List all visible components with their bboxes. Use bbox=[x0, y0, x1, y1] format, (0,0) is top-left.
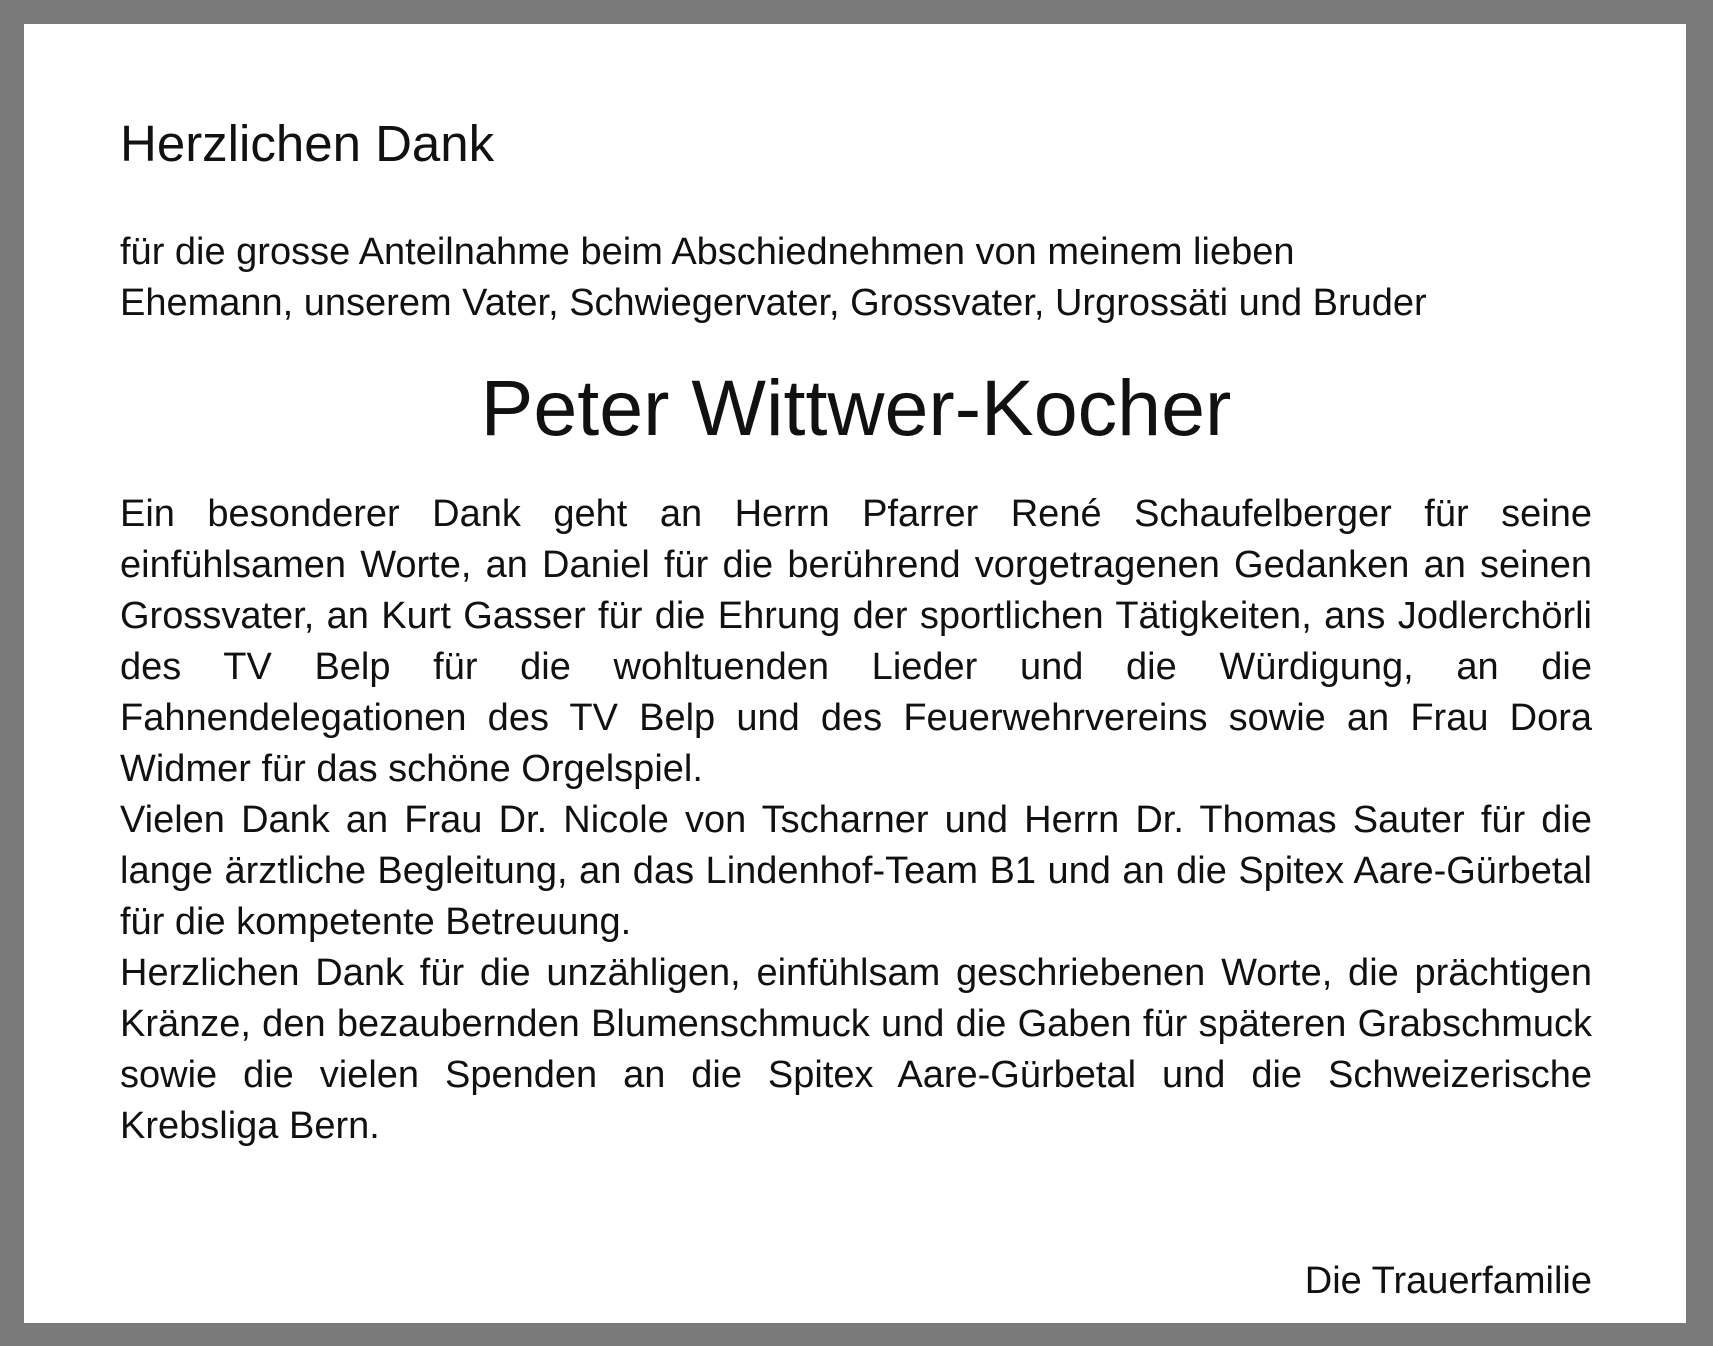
deceased-name: Peter Wittwer-Kocher bbox=[480, 363, 1232, 452]
signature: Die Trauerfamilie bbox=[1304, 1260, 1592, 1302]
thanks-paragraph-1: Ein besonderer Dank geht an Herrn Pfarrer René Schaufelberger für seine einfühlsamen Worte, an Daniel für die berührend vorgetragenen Gedanken an seinen Grossvater, an Kurt Gasser für die Ehrung der sportlichen Tätigkeiten, ans Jodlerchörli des TV Belp für die wohltuenden Lieder und die Würdigung, an die Fahnendelegationen des TV Belp und des Feuerwehrvereins sowie an Frau Dora Widmer für das schöne Orgelspiel. bbox=[120, 493, 1592, 790]
notice-content bbox=[120, 114, 1592, 1302]
intro-line-2: Ehemann, unserem Vater, Schwiegervater, Grossvater, Urgrossäti und Bruder bbox=[120, 282, 1427, 324]
notice-frame bbox=[24, 24, 1686, 1323]
thanks-body bbox=[120, 489, 1592, 1152]
intro-line-1: für die grosse Anteilnahme beim Abschiednehmen von meinem lieben bbox=[120, 231, 1295, 273]
thanks-paragraph-3: Herzlichen Dank für die unzähligen, einfühlsam geschriebenen Worte, die prächtigen Kränze, den bezaubernden Blumenschmuck und die Gaben für späteren Grabschmuck sowie die vielen Spenden an die Spitex Aare-Gürbetal und die Schweizerische Krebsliga Bern. bbox=[120, 952, 1592, 1147]
intro-text bbox=[120, 227, 1592, 329]
thanks-paragraph-2: Vielen Dank an Frau Dr. Nicole von Tscharner und Herrn Dr. Thomas Sauter für die lange ärztliche Begleitung, an das Lindenhof-Team B1 und an die Spitex Aare-Gürbetal für die kompetente Betreuung. bbox=[120, 799, 1592, 943]
notice-heading: Herzlichen Dank bbox=[120, 115, 495, 172]
